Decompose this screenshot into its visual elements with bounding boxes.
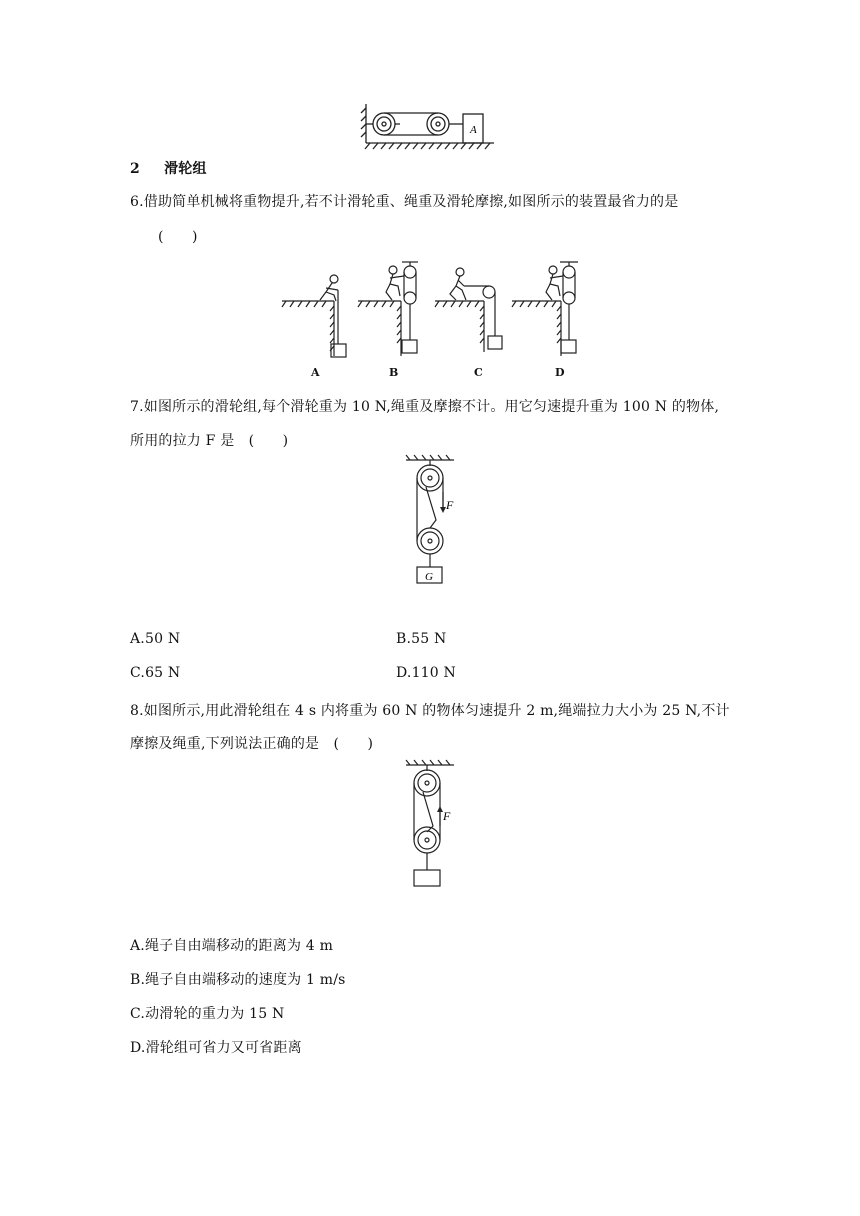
q8-stem-line1: 8.如图所示,用此滑轮组在 4 s 内将重为 60 N 的物体匀速提升 2 m,绳端拉力大小为 25 N,不计: [130, 703, 730, 719]
q8-stem-line2: 摩擦及绳重,下列说法正确的是 ( ): [130, 736, 374, 752]
q6-answer-paren: ( ): [158, 229, 198, 245]
q7-option-c: C.65 N: [130, 665, 181, 681]
q7-stem-line1: 7.如图所示的滑轮组,每个滑轮重为 10 N,绳重及摩擦不计。用它匀速提升重为 100 N 的物体,: [130, 399, 720, 415]
q8-option-a: A.绳子自由端移动的距离为 4 m: [130, 938, 334, 954]
q8-option-d: D.滑轮组可省力又可省距离: [130, 1040, 302, 1056]
q8-force-label: F: [443, 809, 451, 823]
q7-force-label: F: [446, 498, 454, 512]
q7-stem-line2: 所用的拉力 F 是 ( ): [130, 433, 289, 449]
q6-label-c: C: [474, 366, 483, 379]
q7-weight-label: G: [425, 571, 433, 583]
q8-option-b: B.绳子自由端移动的速度为 1 m/s: [130, 972, 346, 988]
section-title: 滑轮组: [164, 161, 207, 177]
section-number: 2: [130, 161, 140, 177]
top-block-label: A: [470, 124, 477, 136]
q8-option-c: C.动滑轮的重力为 15 N: [130, 1006, 285, 1022]
q6-label-a: A: [311, 366, 320, 379]
q7-option-b: B.55 N: [396, 631, 447, 647]
q6-stem: 6.借助简单机械将重物提升,若不计滑轮重、绳重及滑轮摩擦,如图所示的装置最省力的是: [130, 194, 679, 210]
q7-option-a: A.50 N: [130, 631, 181, 647]
q6-label-d: D: [555, 366, 565, 379]
q6-label-b: B: [389, 366, 399, 379]
section-heading: [130, 158, 207, 178]
q7-option-d: D.110 N: [396, 665, 456, 681]
